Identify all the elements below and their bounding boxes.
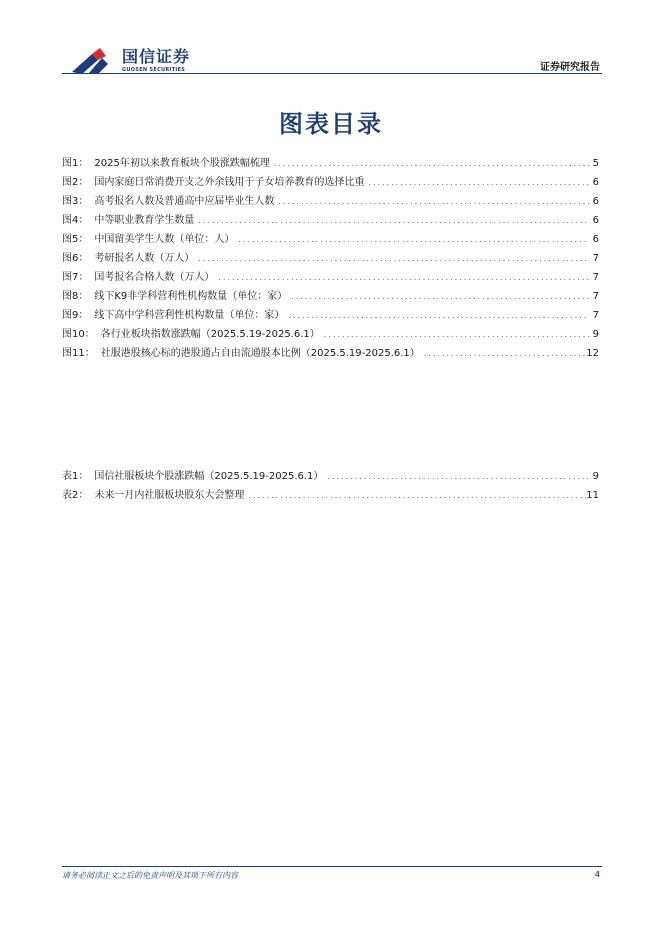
dot-leader bbox=[320, 325, 589, 344]
dot-leader bbox=[234, 230, 589, 249]
figure-entry[interactable] bbox=[62, 306, 599, 325]
dot-leader bbox=[194, 249, 589, 268]
brand-name-en: GUOSEN SECURITIES bbox=[122, 67, 186, 73]
page-ref: 6 bbox=[592, 234, 599, 245]
table-title: 未来一月内社服板块股东大会整理 bbox=[94, 490, 245, 501]
figure-label: 图8： bbox=[62, 291, 89, 302]
page-ref: 9 bbox=[592, 471, 599, 482]
figure-entry[interactable] bbox=[62, 230, 599, 249]
page-ref: 7 bbox=[592, 253, 599, 264]
figure-entry[interactable] bbox=[62, 173, 599, 192]
dot-leader bbox=[270, 154, 589, 173]
page-ref: 11 bbox=[586, 490, 599, 501]
figure-title: 中国留美学生人数（单位：人） bbox=[94, 234, 235, 245]
figure-label: 图4： bbox=[62, 215, 89, 226]
figure-title: 线下高中学科营利性机构数量（单位：家） bbox=[94, 310, 285, 321]
figure-entry[interactable] bbox=[62, 287, 599, 306]
dot-leader bbox=[364, 173, 589, 192]
dot-leader bbox=[323, 467, 589, 486]
table-entry[interactable] bbox=[62, 467, 599, 486]
figure-list bbox=[62, 154, 599, 363]
table-label: 表2： bbox=[62, 490, 89, 501]
figure-entry[interactable] bbox=[62, 325, 599, 344]
figure-title: 高考报名人数及普通高中应届毕业生人数 bbox=[94, 196, 275, 207]
figure-label: 图9： bbox=[62, 310, 89, 321]
figure-entry[interactable] bbox=[62, 154, 599, 173]
dot-leader bbox=[274, 192, 589, 211]
page-ref: 5 bbox=[592, 158, 599, 169]
figure-title: 线下K9非学科营利性机构数量（单位：家） bbox=[94, 291, 288, 302]
dot-leader bbox=[244, 486, 586, 505]
report-type-label: 证券研究报告 bbox=[540, 62, 600, 73]
page-ref: 9 bbox=[592, 329, 599, 340]
page-ref: 6 bbox=[592, 196, 599, 207]
figure-label: 图2： bbox=[62, 177, 89, 188]
page-ref: 6 bbox=[592, 177, 599, 188]
table-title: 国信社服板块个股涨跌幅（2025.5.19-2025.6.1） bbox=[94, 471, 324, 482]
figure-entry[interactable] bbox=[62, 192, 599, 211]
brand-name-cn: 国信证券 bbox=[122, 47, 191, 66]
figure-title: 各行业板块指数涨跌幅（2025.5.19-2025.6.1） bbox=[100, 329, 320, 340]
page-number: 4 bbox=[594, 870, 600, 879]
figure-title: 2025年初以来教育板块个股涨跌幅梳理 bbox=[94, 158, 270, 169]
page-title: 图表目录 bbox=[279, 110, 383, 138]
figure-label: 图10： bbox=[62, 329, 95, 340]
figure-title: 国内家庭日常消费开支之外余钱用于子女培养教育的选择比重 bbox=[94, 177, 365, 188]
page-ref: 7 bbox=[592, 310, 599, 321]
figure-title: 社服港股核心标的港股通占自由流通股本比例（2025.5.19-2025.6.1） bbox=[100, 348, 420, 359]
table-label: 表1： bbox=[62, 471, 89, 482]
figure-entry[interactable] bbox=[62, 344, 599, 363]
figure-label: 图5： bbox=[62, 234, 89, 245]
figure-entry[interactable] bbox=[62, 268, 599, 287]
footer-divider bbox=[62, 866, 602, 867]
table-list bbox=[62, 467, 599, 505]
dot-leader bbox=[194, 211, 589, 230]
figure-label: 图6： bbox=[62, 253, 89, 264]
figure-entry[interactable] bbox=[62, 211, 599, 230]
dot-leader bbox=[287, 287, 589, 306]
dot-leader bbox=[214, 268, 589, 287]
page-ref: 6 bbox=[592, 215, 599, 226]
figure-title: 中等职业教育学生数量 bbox=[94, 215, 195, 226]
page-ref: 12 bbox=[586, 348, 599, 359]
figure-title: 考研报名人数（万人） bbox=[94, 253, 195, 264]
footer-disclaimer: 请务必阅读正文之后的免责声明及其项下所有内容 bbox=[62, 871, 238, 880]
page-ref: 7 bbox=[592, 272, 599, 283]
dot-leader bbox=[420, 344, 586, 363]
dot-leader bbox=[284, 306, 589, 325]
figure-label: 图1： bbox=[62, 158, 89, 169]
figure-label: 图11： bbox=[62, 348, 95, 359]
table-entry[interactable] bbox=[62, 486, 599, 505]
figure-entry[interactable] bbox=[62, 249, 599, 268]
figure-title: 国考报名合格人数（万人） bbox=[94, 272, 215, 283]
header-divider bbox=[62, 73, 602, 74]
figure-label: 图7： bbox=[62, 272, 89, 283]
figure-label: 图3： bbox=[62, 196, 89, 207]
page-ref: 7 bbox=[592, 291, 599, 302]
